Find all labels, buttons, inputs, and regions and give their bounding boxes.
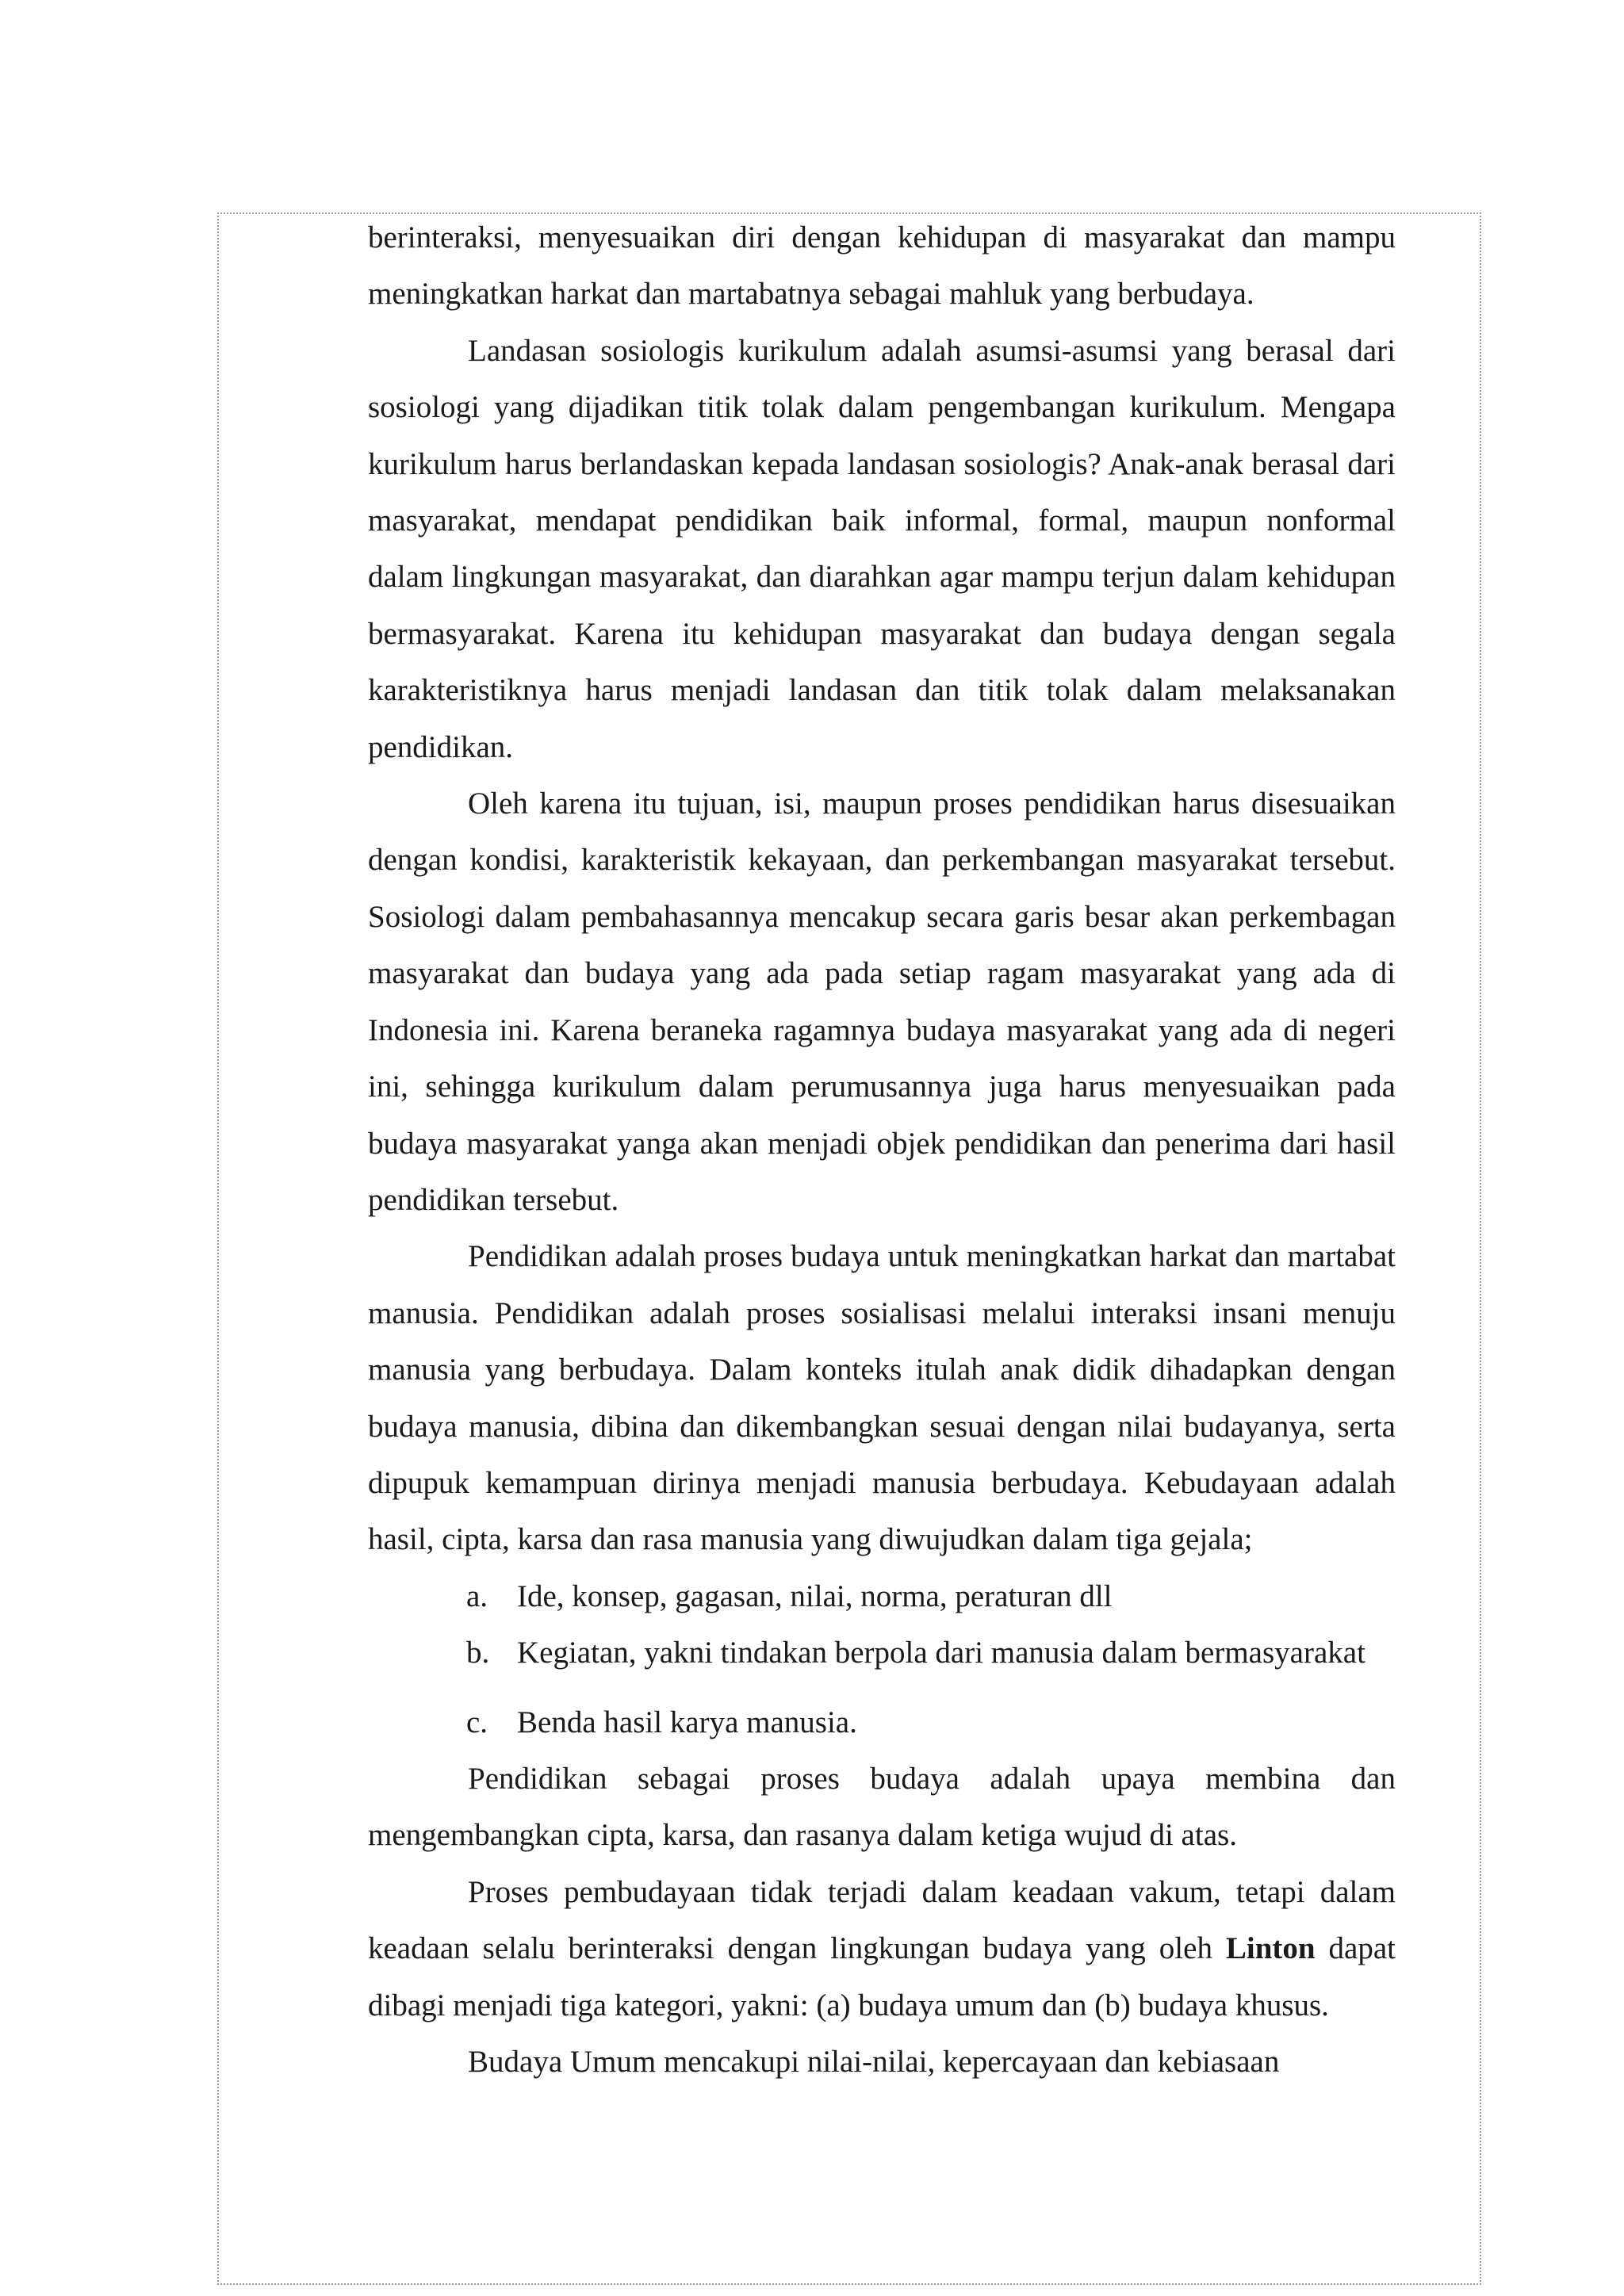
list-marker: a. [466, 1578, 488, 1613]
linton-name: Linton [1225, 1931, 1316, 1966]
paragraph-3: Oleh karena itu tujuan, isi, maupun proses pendidikan harus disesuaikan dengan kondisi, karakteristik kekayaan, dan perkembangan masyarakat tersebut. Sosiologi dalam pembahasannya mencakup secara garis besar akan perkembagan masyarakat dan budaya yang ada pada setiap ragam masyarakat yang ada di Indonesia ini. Karena beraneka ragamnya budaya masyarakat yang ada di negeri ini, sehingga kurikulum dalam perumusannya juga harus menyesuaikan pada budaya masyarakat yanga akan menjadi objek pendidikan dan penerima dari hasil pendidikan tersebut. [368, 786, 1396, 1217]
paragraph-2: Landasan sosiologis kurikulum adalah asumsi-asumsi yang berasal dari sosiologi yang dijadikan titik tolak dalam pengembangan kurikulum. Mengapa kurikulum harus berlandaskan kepada landasan sosiologis? Anak-anak berasal dari masyarakat, mendapat pendidikan baik informal, formal, maupun nonformal dalam lingkungan masyarakat, dan diarahkan agar mampu terjun dalam kehidupan bermasyarakat. Karena itu kehidupan masyarakat dan budaya dengan segala karakteristiknya harus menjadi landasan dan titik tolak dalam melaksanakan pendidikan. [368, 333, 1396, 764]
paragraph-1: berinteraksi, menyesuaikan diri dengan kehidupan di masyarakat dan mampu meningkatkan harkat dan martabatnya sebagai mahluk yang berbudaya. [368, 220, 1396, 312]
document-body [368, 209, 1396, 2090]
paragraph-6-text-start: Proses pembudayaan tidak terjadi dalam keadaan vakum, tetapi dalam keadaan selalu berinteraksi dengan lingkungan budaya yang oleh [368, 1874, 1396, 1966]
list-item [368, 1624, 1396, 1681]
paragraph-6 [368, 1864, 1396, 2034]
list-marker: b. [466, 1636, 490, 1670]
list-item [368, 1694, 1396, 1751]
paragraph-7: Budaya Umum mencakupi nilai-nilai, kepercayaan dan kebiasaan [468, 2045, 1280, 2079]
list-marker: c. [466, 1705, 488, 1739]
list-item [368, 1568, 1396, 1624]
culture-list [368, 1568, 1396, 1751]
paragraph-4: Pendidikan adalah proses budaya untuk meningkatkan harkat dan martabat manusia. Pendidikan adalah proses sosialisasi melalui interaksi insani menuju manusia yang berbudaya. Dalam konteks itulah anak didik dihadapkan dengan budaya manusia, dibina dan dikembangkan sesuai dengan nilai budayanya, serta dipupuk kemampuan dirinya menjadi manusia berbudaya. Kebudayaan adalah hasil, cipta, karsa dan rasa manusia yang diwujudkan dalam tiga gejala; [368, 1239, 1396, 1557]
list-item-text: Ide, konsep, gagasan, nilai, norma, peraturan dll [517, 1578, 1113, 1613]
list-item-text: Benda hasil karya manusia. [517, 1705, 857, 1739]
paragraph-5: Pendidikan sebagai proses budaya adalah upaya membina dan mengembangkan cipta, karsa, dan rasanya dalam ketiga wujud di atas. [368, 1761, 1396, 1853]
list-item-text: Kegiatan, yakni tindakan berpola dari manusia dalam bermasyarakat [517, 1636, 1365, 1670]
paragraph-6-text-end: dapat dibagi menjadi tiga kategori, yakni: (a) budaya umum dan (b) budaya khusus. [368, 1931, 1396, 2022]
